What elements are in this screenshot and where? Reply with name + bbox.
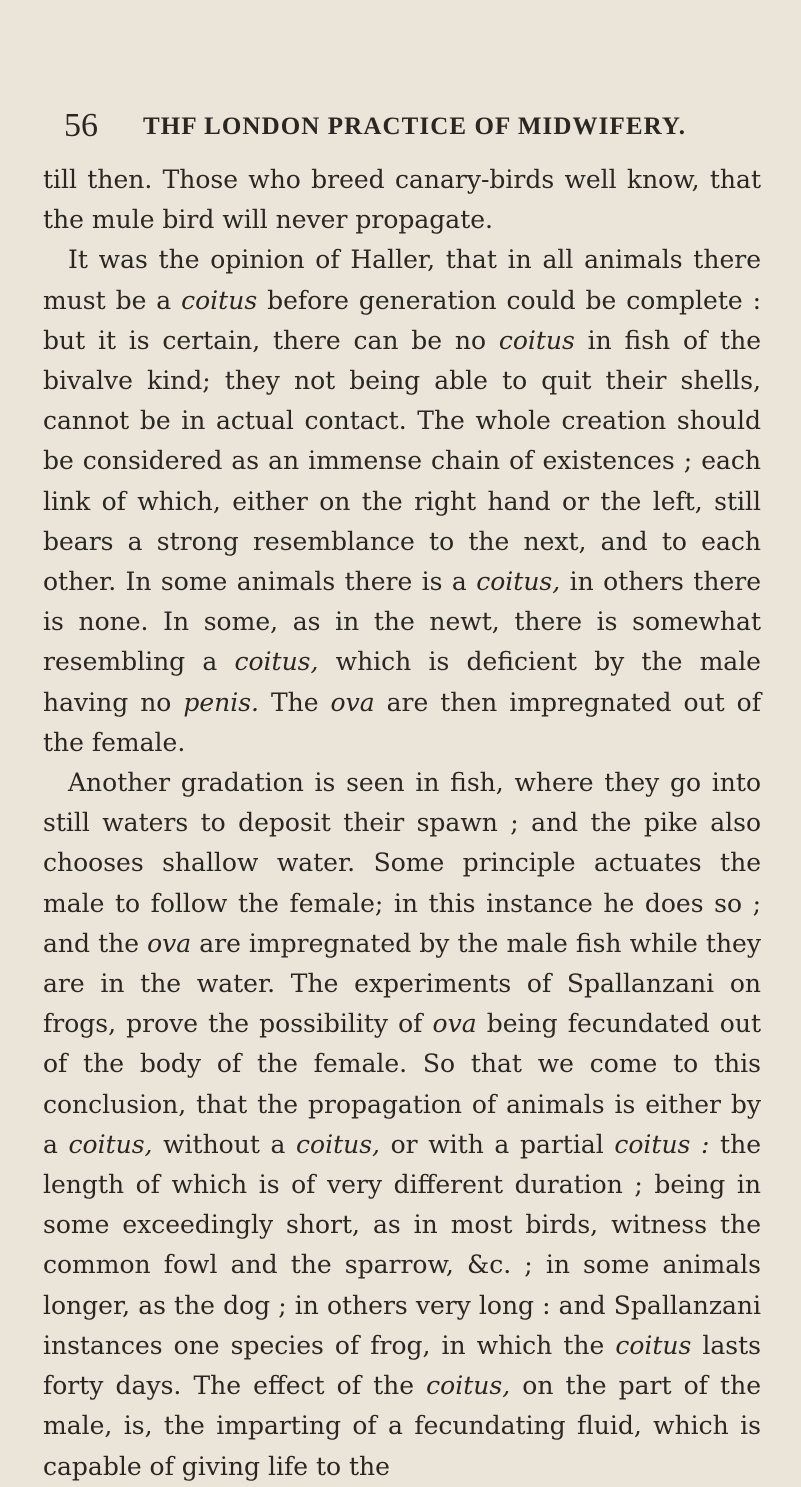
text-run: without a	[152, 1129, 297, 1159]
text-run: in fish of the bivalve kind; they not being able to quit their shells, cannot be in actual contact. The whole creation should be considered as an immense chain of existences ; each link of which, either on the right hand or the left, still bears a strong resemblance to the next, and to each other. In some animals there is a	[43, 325, 761, 597]
paragraph	[43, 763, 761, 1487]
paragraph	[43, 240, 761, 763]
italic-term: coitus,	[234, 647, 319, 677]
text-run: The	[259, 687, 331, 717]
italic-term: coitus	[498, 325, 575, 355]
italic-term: penis.	[183, 687, 259, 717]
italic-term: coitus,	[296, 1129, 381, 1159]
text-run: which is deficient by the male having no	[43, 647, 761, 717]
page-number: 56	[64, 107, 98, 144]
body-text	[43, 160, 761, 1487]
text-run: on the part of the male, is, the imparting of a fecundating fluid, which is capable of giving life to the	[43, 1371, 761, 1481]
running-head	[64, 106, 744, 146]
text-run: the length of which is of very different duration ; being in some exceedingly short, as in most birds, witness the common fowl and the sparrow, &c. ; in some animals longer, as the dog ; in others very long : and Spallanzani instances one species of frog, in which the	[43, 1129, 761, 1360]
running-title: THF LONDON PRACTICE OF MIDWIFERY.	[143, 113, 687, 140]
italic-term: coitus :	[614, 1129, 710, 1159]
text-run: before generation could be complete : but it is certain, there can be no	[43, 285, 761, 355]
italic-term: ova	[147, 928, 192, 958]
italic-term: coitus	[615, 1330, 692, 1360]
text-run: are impregnated by the male fish while they are in the water. The experiments of Spallanzani on frogs, prove the possibility of	[43, 928, 761, 1039]
italic-term: ova	[330, 687, 375, 717]
text-run: are then impregnated out of the female.	[43, 687, 761, 757]
italic-term: coitus,	[426, 1371, 511, 1401]
italic-term: coitus,	[476, 567, 561, 597]
text-run: in others there is none. In some, as in the newt, there is somewhat resembling a	[43, 567, 761, 677]
italic-term: coitus,	[68, 1129, 153, 1159]
text-run: till then. Those who breed canary-birds well know, that the mule bird will never propagate.	[43, 165, 761, 235]
text-run: Another gradation is seen in fish, where they go into still waters to deposit their spawn ; and the pike also chooses shallow water. Some principle actuates the male to follow the female; in this instance he does so ; and the	[43, 768, 761, 958]
text-run: being fecundated out of the body of the female. So that we come to this conclusion, that the propagation of animals is either by a	[43, 1009, 761, 1159]
italic-term: ova	[432, 1009, 477, 1039]
text-run: or with a partial	[380, 1129, 615, 1159]
text-run: lasts forty days. The effect of the	[43, 1330, 761, 1401]
italic-term: coitus	[181, 285, 258, 315]
paragraph	[43, 160, 761, 240]
text-run: It was the opinion of Haller, that in all animals there must be a	[43, 245, 761, 315]
